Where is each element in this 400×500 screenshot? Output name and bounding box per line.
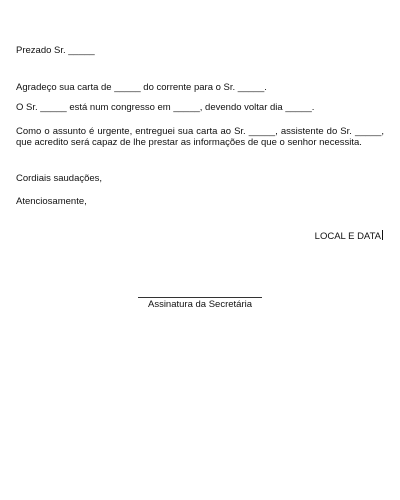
paragraph-thanks: Agradeço sua carta de _____ do corrente para o Sr. _____.: [16, 82, 267, 93]
signature-label: Assinatura da Secretária: [147, 299, 253, 310]
paragraph-congress: O Sr. _____ está num congresso em _____, devendo voltar dia _____.: [16, 102, 315, 113]
paragraph-urgent: Como o assunto é urgente, entreguei sua carta ao Sr. _____, assistente do Sr. _____, que acredito será capaz de lhe prestar as informações de que o senhor necessita.: [16, 126, 384, 148]
text-cursor: [382, 230, 383, 240]
salutation: Prezado Sr. _____: [16, 45, 95, 56]
closing-greetings: Cordiais saudações,: [16, 173, 103, 184]
place-and-date-text: LOCAL E DATA: [314, 231, 381, 242]
place-and-date: [315, 230, 383, 242]
closing-sincerely: Atenciosamente,: [16, 196, 87, 207]
signature-line: [138, 297, 262, 298]
